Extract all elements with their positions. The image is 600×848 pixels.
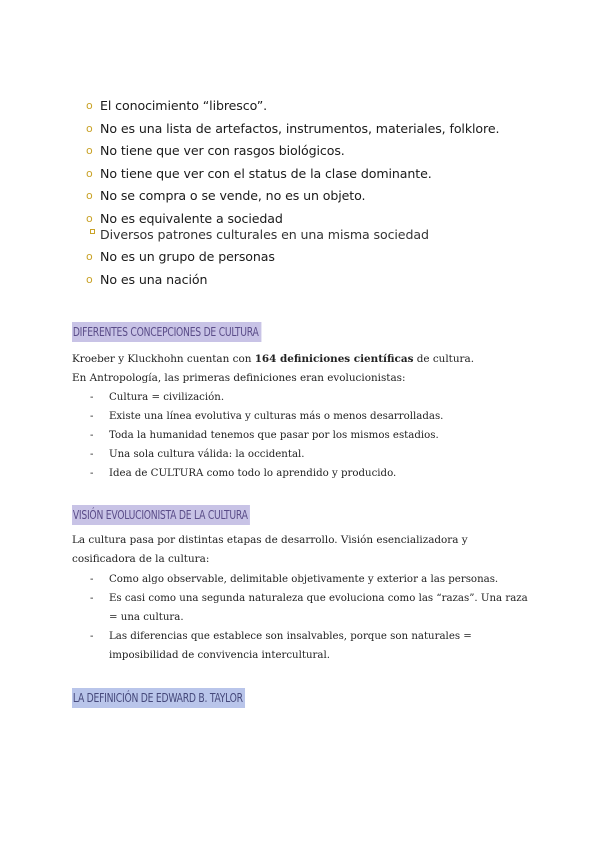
- list-item: - Es casi como una segunda naturaleza que evoluciona como las “razas”. Una raza = una cultura.: [90, 589, 529, 627]
- circle-bullet-icon: o: [86, 166, 93, 180]
- square-bullet-icon: [90, 229, 95, 234]
- list-item: o No es un grupo de personas: [86, 249, 275, 264]
- list-item: o No tiene que ver con el status de la clase dominante.: [86, 165, 432, 181]
- circle-bullet-icon: o: [86, 144, 93, 157]
- list-item: - Las diferencias que establece son insalvables, porque son naturales = imposibilidad de convivencia intercultural.: [90, 627, 529, 665]
- vision-list: [90, 570, 529, 665]
- list-item: o No es equivalente a sociedad: [86, 210, 283, 226]
- list-item: - Existe una línea evolutiva y culturas más o menos desarrolladas.: [90, 407, 529, 426]
- dash-bullet-icon: -: [90, 411, 94, 422]
- circle-bullet-icon: o: [86, 99, 93, 112]
- circle-bullet-icon: o: [86, 272, 93, 286]
- section-heading-edward-taylor: LA DEFINICIÓN DE EDWARD B. TAYLOR: [72, 688, 245, 708]
- list-item: - Idea de CULTURA como todo lo aprendido y producido.: [90, 464, 529, 483]
- list-item: o No tiene que ver con rasgos biológicos.: [86, 143, 345, 158]
- negations-list: [86, 98, 499, 294]
- paragraph-etapas: La cultura pasa por distintas etapas de desarrollo. Visión esencializadora y cosificadora de la cultura:: [72, 534, 468, 565]
- list-item: o No se compra o se vende, no es un objeto.: [86, 188, 366, 203]
- dash-bullet-icon: -: [90, 392, 94, 403]
- list-item: o No es una lista de artefactos, instrumentos, materiales, folklore.: [86, 120, 500, 136]
- sub-list-item: Diversos patrones culturales en una misma sociedad: [86, 227, 499, 250]
- dash-bullet-icon: -: [90, 574, 94, 585]
- list-item: - Como algo observable, delimitable objetivamente y exterior a las personas.: [90, 570, 529, 589]
- list-item: o El conocimiento “libresco”.: [86, 98, 268, 113]
- evolucionistas-list: [90, 388, 529, 483]
- section-heading-vision-evolucionista: VISIÓN EVOLUCIONISTA DE LA CULTURA: [72, 505, 250, 525]
- dash-bullet-icon: -: [90, 468, 94, 479]
- dash-bullet-icon: -: [90, 430, 94, 441]
- dash-bullet-icon: -: [90, 593, 94, 604]
- list-item: o No es una nación: [86, 271, 208, 287]
- bold-definitions: 164 definiciones científicas: [254, 353, 414, 365]
- dash-bullet-icon: -: [90, 631, 94, 642]
- circle-bullet-icon: o: [86, 189, 93, 202]
- circle-bullet-icon: o: [86, 250, 93, 263]
- list-item: - Cultura = civilización.: [90, 388, 529, 407]
- paragraph-evolucionistas: En Antropología, las primeras definiciones eran evolucionistas:: [72, 372, 406, 384]
- dash-bullet-icon: -: [90, 449, 94, 460]
- list-item: - Toda la humanidad tenemos que pasar por los mismos estadios.: [90, 426, 529, 445]
- section-heading-concepciones: DIFERENTES CONCEPCIONES DE CULTURA: [72, 322, 261, 342]
- list-item: - Una sola cultura válida: la occidental.: [90, 445, 529, 464]
- circle-bullet-icon: o: [86, 121, 93, 135]
- paragraph-intro: Kroeber y Kluckhohn cuentan con 164 definiciones científicas de cultura.: [72, 353, 475, 365]
- circle-bullet-icon: o: [86, 211, 93, 225]
